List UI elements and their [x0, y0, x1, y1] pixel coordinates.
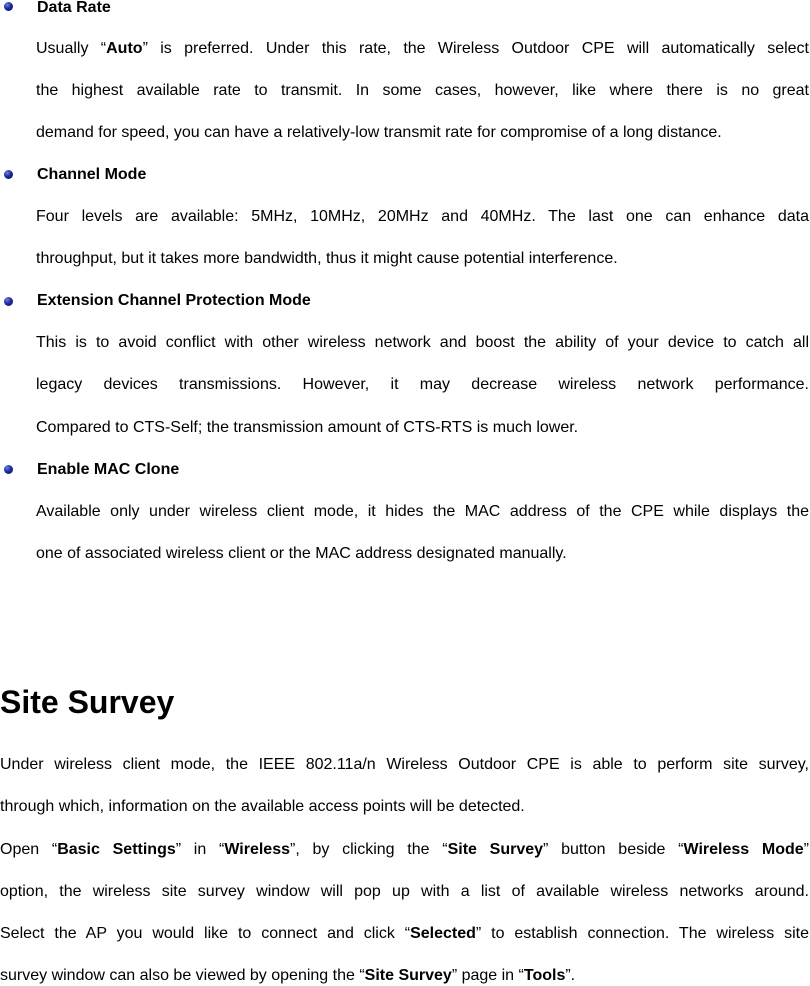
bullet-icon: [4, 2, 13, 11]
bullet-icon: [4, 170, 13, 179]
item-line: one of associated wireless client or the MAC address designated manually.: [36, 545, 567, 562]
item-title-extension-channel: Extension Channel Protection Mode: [37, 292, 311, 309]
paragraph-line: option, the wireless site survey window will pop up with a list of available wireless networks around.: [0, 883, 809, 900]
item-title-channel-mode: Channel Mode: [37, 166, 147, 183]
item-title-mac-clone: Enable MAC Clone: [37, 461, 180, 478]
item-line: Compared to CTS-Self; the transmission amount of CTS-RTS is much lower.: [36, 419, 579, 436]
section-heading: Site Survey: [0, 684, 175, 720]
paragraph-line: Under wireless client mode, the IEEE 802.11a/n Wireless Outdoor CPE is able to perform site survey,: [0, 756, 809, 773]
item-line: Four levels are available: 5MHz, 10MHz, 20MHz and 40MHz. The last one can enhance data: [36, 208, 809, 225]
item-line: Available only under wireless client mode, it hides the MAC address of the CPE while displays the: [36, 503, 809, 520]
paragraph-line: Select the AP you would like to connect and click “Selected” to establish connection. The wireless site: [0, 925, 810, 942]
item-line: Usually “Auto” is preferred. Under this rate, the Wireless Outdoor CPE will automatically select: [36, 40, 810, 57]
item-line: throughput, but it takes more bandwidth, thus it might cause potential interference.: [36, 250, 618, 267]
paragraph-line: through which, information on the available access points will be detected.: [0, 798, 525, 815]
item-line: the highest available rate to transmit. In some cases, however, like where there is no great: [36, 82, 809, 99]
paragraph-line: Open “Basic Settings” in “Wireless”, by clicking the “Site Survey” button beside “Wireless Mode”: [0, 841, 809, 858]
item-line: demand for speed, you can have a relatively-low transmit rate for compromise of a long distance.: [36, 124, 722, 141]
paragraph-line: survey window can also be viewed by opening the “Site Survey” page in “Tools”.: [0, 967, 576, 984]
item-line: legacy devices transmissions. However, it may decrease wireless network performance.: [36, 376, 809, 393]
item-line: This is to avoid conflict with other wireless network and boost the ability of your device to catch all: [36, 334, 809, 351]
item-title-data-rate: Data Rate: [37, 0, 111, 16]
bullet-icon: [4, 465, 13, 474]
bullet-icon: [4, 297, 13, 306]
